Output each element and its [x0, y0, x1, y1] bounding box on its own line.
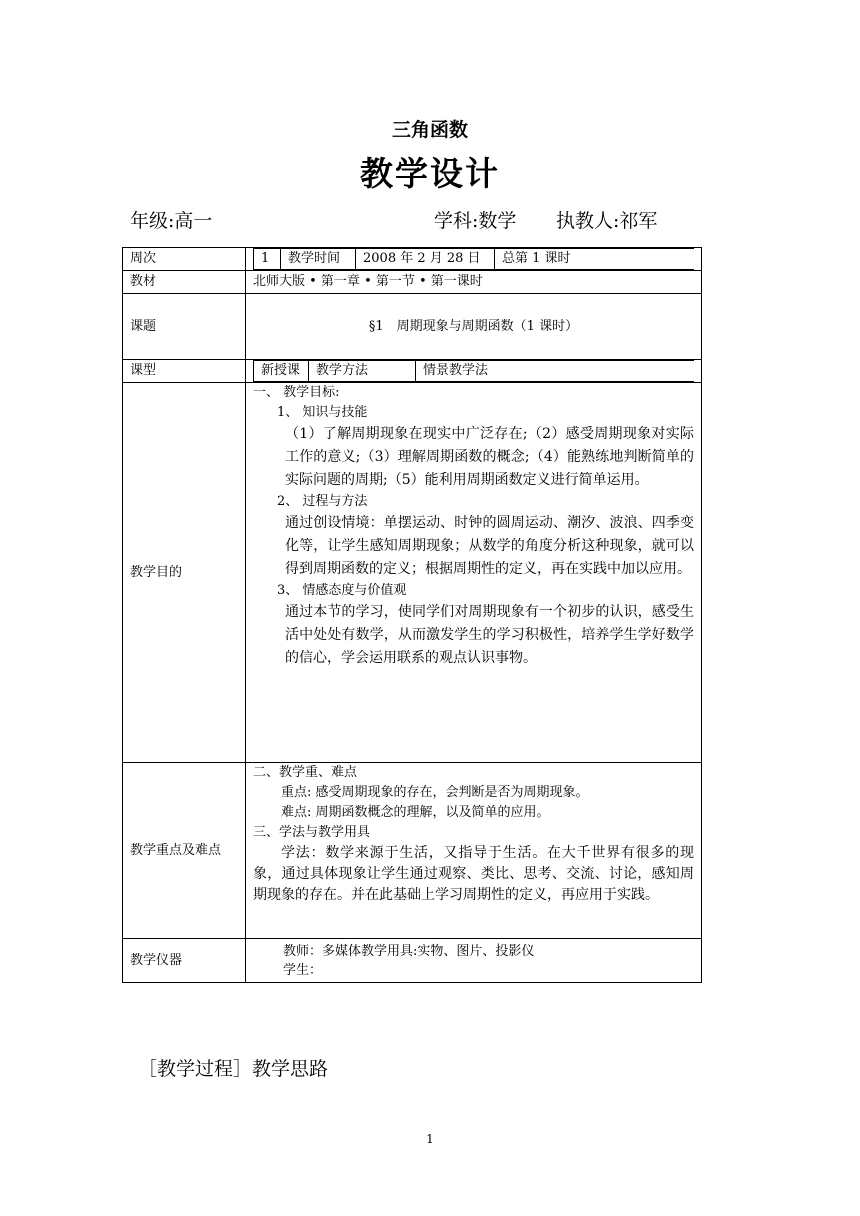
keys-label: 教学重点及难点 [123, 763, 246, 939]
table-row-equipment [123, 939, 702, 983]
goals-heading: 一、 教学目标: [253, 385, 340, 400]
subject-text: 学科:数学 [434, 210, 517, 232]
teacher-text: 执教人:祁军 [556, 210, 658, 232]
difficult-point: 难点: 周期函数概念的理解，以及简单的应用。 [281, 805, 550, 820]
page-number: 1 [426, 1132, 434, 1146]
type-inner-table [253, 360, 694, 382]
goals-sub3: 3、 情感态度与价值观 [277, 583, 407, 598]
process-heading: ［教学过程］教学思路 [138, 1058, 329, 1080]
topic-label: 课题 [123, 294, 246, 360]
table-row-material [123, 271, 702, 294]
week-inner-table [253, 248, 694, 270]
equipment-cell [246, 939, 702, 983]
time-label: 教学时间 [281, 249, 356, 270]
subject-title: 三角函数 [391, 119, 468, 141]
key-point: 重点: 感受周期现象的存在，会判断是否为周期现象。 [281, 785, 589, 800]
week-cell [246, 248, 702, 271]
goals-para3: 通过本节的学习，使同学们对周期现象有一个初步的认识，感受生活中处处有数学，从而激发学生的学习积极性，培养学生学好数学的信心，学会运用联系的观点认识事物。 [285, 604, 694, 666]
goals-para1: （1）了解周期现象在现实中广泛存在;（2）感受周期现象对实际工作的意义;（3）理解周期函数的概念;（4）能熟练地判断简单的实际问题的周期;（5）能利用周期函数定义进行简单运用。 [285, 426, 694, 488]
table-row-topic [123, 294, 702, 360]
type-value: 新授课 [254, 361, 309, 382]
table-row-week [123, 248, 702, 271]
method-label: 教学方法 [309, 361, 416, 382]
page-title: 教学设计 [360, 154, 500, 193]
equipment-label: 教学仪器 [123, 939, 246, 983]
method-para: 学法：数学来源于生活，又指导于生活。在大千世界有很多的现象，通过具体现象让学生通过观察、类比、思考、交流、讨论，感知周期现象的存在。并在此基础上学习周期性的定义，再应用于实践。 [253, 845, 694, 903]
total-lesson: 总第 1 课时 [495, 249, 695, 270]
topic-value: §1 周期现象与周期函数（1 课时） [246, 294, 702, 360]
keys-heading2: 三、学法与教学用具 [253, 825, 371, 840]
equipment-teacher: 教师：多媒体教学用具:实物、图片、投影仪 [283, 943, 535, 959]
table-row-type [123, 360, 702, 383]
type-cell [246, 360, 702, 383]
equipment-student: 学生： [283, 962, 323, 978]
date-value: 2008 年 2 月 28 日 [356, 249, 495, 270]
material-value: 北师大版 • 第一章 • 第一节 • 第一课时 [246, 271, 702, 294]
grade-text: 年级:高一 [130, 210, 213, 232]
method-value: 情景教学法 [416, 361, 695, 382]
week-label: 周次 [123, 248, 246, 271]
goals-sub1: 1、 知识与技能 [277, 405, 368, 420]
week-value: 1 [254, 249, 281, 270]
goals-para2: 通过创设情境：单摆运动、时钟的圆周运动、潮汐、波浪、四季变化等，让学生感知周期现象；从数学的角度分析这种现象，就可以得到周期函数的定义；根据周期性的定义，再在实践中加以应用。 [285, 515, 694, 577]
lesson-plan-table [122, 247, 702, 983]
table-row-goals [123, 383, 702, 763]
table-row-keys [123, 763, 702, 939]
keys-cell [246, 763, 702, 939]
keys-heading: 二、教学重、难点 [253, 765, 358, 780]
type-label: 课型 [123, 360, 246, 383]
material-label: 教材 [123, 271, 246, 294]
goals-sub2: 2、 过程与方法 [277, 494, 368, 509]
meta-row [0, 206, 860, 230]
goals-label: 教学目的 [123, 383, 246, 763]
goals-cell [246, 383, 702, 763]
